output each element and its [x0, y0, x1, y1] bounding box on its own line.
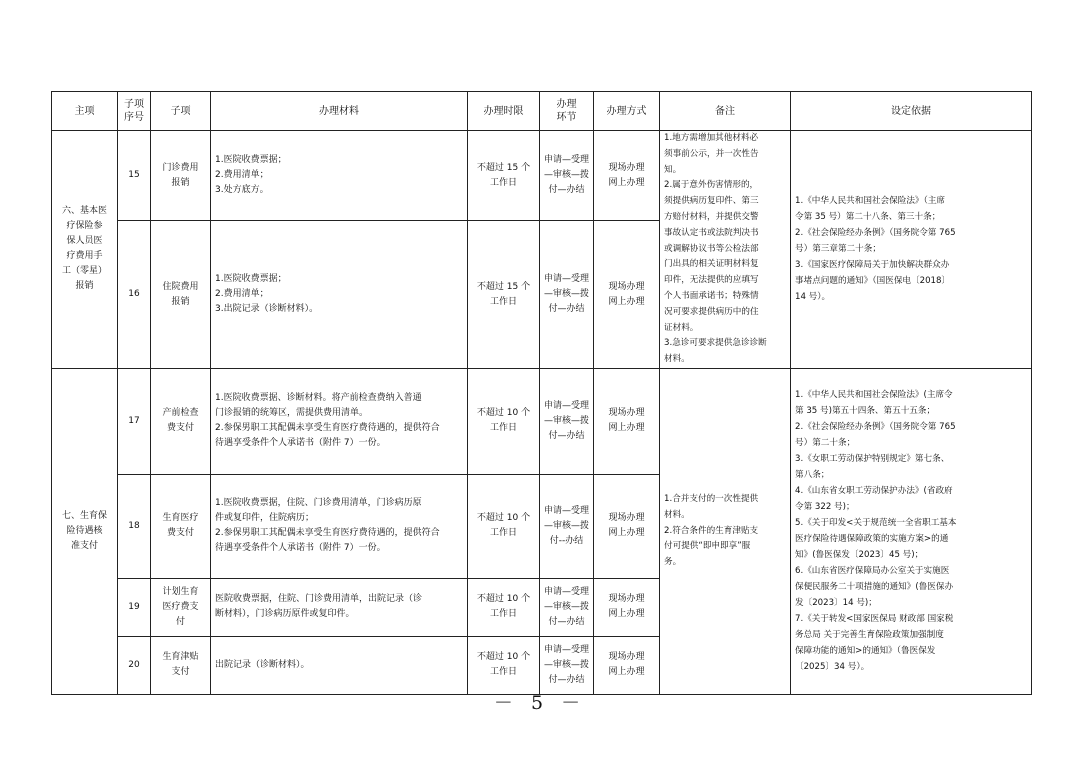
materials-cell: 1.医院收费票据，住院、门诊费用清单，门诊病历原 件或复印件，住院病历； 2.参保男职工其配偶未享受生育医疗费待遇的，提供符合 待遇享受条件个人承诺书（附件 7）一份。 [211, 474, 468, 578]
sub-number-cell: 16 [118, 221, 151, 369]
table-header-row [52, 92, 1032, 131]
method-cell: 现场办理 网上办理 [594, 474, 660, 578]
sub-item-cell: 生育津贴 支付 [151, 636, 211, 694]
method-cell: 现场办理 网上办理 [594, 636, 660, 694]
header-method: 办理方式 [594, 92, 660, 131]
sub-item-cell: 产前检查 费支付 [151, 368, 211, 474]
header-sub-item: 子项 [151, 92, 211, 131]
header-remarks: 备注 [660, 92, 791, 131]
steps-cell: 申请—受理 —审核—拨 付--办结 [540, 474, 594, 578]
time-limit-cell: 不超过 10 个 工作日 [468, 636, 540, 694]
header-legal-basis: 设定依据 [791, 92, 1032, 131]
steps-cell: 申请—受理 —审核—拨 付—办结 [540, 221, 594, 369]
header-steps: 办理 环节 [540, 92, 594, 131]
main-item-cell: 六、基本医 疗保险参 保人员医 疗费用手 工（零星） 报销 [52, 131, 118, 369]
legal-basis-cell: 1.《中华人民共和国社会保险法》(主席令 第 35 号)第五十四条、第五十五条； 2.《社会保险经办条例》（国务院令第 765 号）第二十条； 3.《女职工劳动保护特别规定》第七条、 第八条； 4.《山东省女职工劳动保护办法》(省政府 令第 322 号)； 5.《关于印发<关于规范统一全省职工基本 医疗保险待遇保障政策的实施方案>的通 知》(鲁医保发〔2023〕45 号)； 6.《山东省医疗保障局办公室关于实施医 保便民服务二十项措施的通知》(鲁医保办 发〔2023〕14 号)； 7.《关于转发<国家医保局 财政部 国家税 务总局 关于完善生育保险政策加强制度 保障功能的通知>的通知》（鲁医保发 〔2025〕34 号）。 [791, 368, 1032, 694]
sub-item-cell: 住院费用 报销 [151, 221, 211, 369]
method-cell: 现场办理 网上办理 [594, 578, 660, 636]
steps-cell: 申请—受理 —审核—拨 付—办结 [540, 578, 594, 636]
remarks-cell: 1.合并支付的一次性提供 材料。 2.符合条件的生育津贴支 付可提供“即申即享”服 务。 [660, 368, 791, 694]
time-limit-cell: 不超过 10 个 工作日 [468, 474, 540, 578]
sub-item-cell: 生育医疗 费支付 [151, 474, 211, 578]
steps-cell: 申请—受理 —审核—拨 付—办结 [540, 636, 594, 694]
sub-number-cell: 17 [118, 368, 151, 474]
legal-basis-cell: 1.《中华人民共和国社会保险法》（主席 令第 35 号）第二十八条、第三十条； 2.《社会保险经办条例》（国务院令第 765 号）第三章第二十条； 3.《国家医疗保障局关于加快解决群众办 事堵点问题的通知》（国医保电〔2018〕 14 号）。 [791, 131, 1032, 369]
method-cell: 现场办理 网上办理 [594, 368, 660, 474]
table-row [52, 131, 1032, 221]
time-limit-cell: 不超过 15 个 工作日 [468, 131, 540, 221]
materials-cell: 1.医院收费票据； 2.费用清单； 3.出院记录（诊断材料）。 [211, 221, 468, 369]
sub-number-cell: 19 [118, 578, 151, 636]
header-sub-number: 子项 序号 [118, 92, 151, 131]
time-limit-cell: 不超过 15 个 工作日 [468, 221, 540, 369]
materials-cell: 出院记录（诊断材料）。 [211, 636, 468, 694]
materials-cell: 医院收费票据，住院、门诊费用清单，出院记录（诊 断材料），门诊病历原件或复印件。 [211, 578, 468, 636]
time-limit-cell: 不超过 10 个 工作日 [468, 578, 540, 636]
sub-number-cell: 15 [118, 131, 151, 221]
method-cell: 现场办理 网上办理 [594, 131, 660, 221]
sub-number-cell: 20 [118, 636, 151, 694]
main-item-cell: 七、生育保 险待遇核 准支付 [52, 368, 118, 694]
header-main-item: 主项 [52, 92, 118, 131]
sub-item-cell: 计划生育 医疗费支 付 [151, 578, 211, 636]
service-items-table [51, 91, 1032, 695]
header-time-limit: 办理时限 [468, 92, 540, 131]
sub-number-cell: 18 [118, 474, 151, 578]
time-limit-cell: 不超过 10 个 工作日 [468, 368, 540, 474]
remarks-cell: 1.地方需增加其他材料必 须事前公示，并一次性告 知。 2.属于意外伤害情形的， 须提供病历复印件、第三 方赔付材料，并提供交警 事故认定书或法院判决书 或调解协议书等公检法部 门出具的相关证明材料复 印件，无法提供的应填写 个人书面承诺书；特殊情 况可要求提供病历中的住 证材料。 3.急诊可要求提供急诊诊断 材料。 [660, 131, 791, 369]
table-row [52, 368, 1032, 474]
materials-cell: 1.医院收费票据； 2.费用清单； 3.处方底方。 [211, 131, 468, 221]
page-number: － 5 － [493, 692, 587, 714]
sub-item-cell: 门诊费用 报销 [151, 131, 211, 221]
steps-cell: 申请—受理 —审核—拨 付—办结 [540, 131, 594, 221]
method-cell: 现场办理 网上办理 [594, 221, 660, 369]
header-materials: 办理材料 [211, 92, 468, 131]
materials-cell: 1.医院收费票据、诊断材料。将产前检查费纳入普通 门诊报销的统筹区，需提供费用清单。 2.参保男职工其配偶未享受生育医疗费待遇的，提供符合 待遇享受条件个人承诺书（附件 7）一份。 [211, 368, 468, 474]
steps-cell: 申请—受理 —审核—拨 付—办结 [540, 368, 594, 474]
